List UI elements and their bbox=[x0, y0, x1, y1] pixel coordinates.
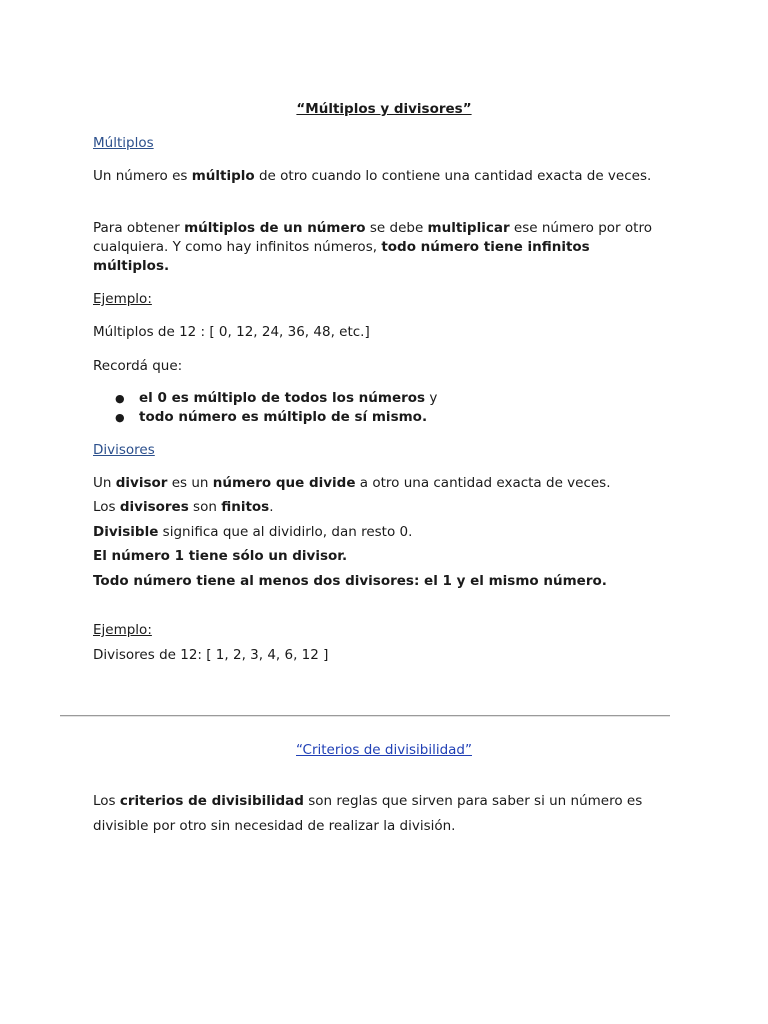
bold-text: finitos bbox=[221, 499, 270, 515]
bold-text: número que divide bbox=[212, 475, 356, 491]
list-item bbox=[93, 389, 673, 408]
criterios-title-link[interactable]: “Criterios de divisibilidad” bbox=[296, 742, 472, 758]
criterios-definition bbox=[93, 789, 678, 839]
text-run: a otro una cantidad exacta de veces. bbox=[355, 475, 611, 491]
bold-text: todo número es múltiplo de sí mismo. bbox=[139, 409, 428, 425]
text-run: . bbox=[269, 499, 274, 515]
text-run: es un bbox=[167, 475, 213, 491]
divisores-line-3 bbox=[93, 523, 673, 542]
section-divider bbox=[60, 715, 670, 717]
bold-text: divisores bbox=[119, 499, 189, 515]
bold-text: El número 1 tiene sólo un divisor. bbox=[93, 548, 348, 564]
section-heading-divisores: Divisores bbox=[93, 442, 155, 458]
document-title: “Múltiplos y divisores” bbox=[296, 101, 472, 117]
bold-text: múltiplos de un número bbox=[184, 220, 366, 236]
text-run: significa que al dividirlo, dan resto 0. bbox=[158, 524, 413, 540]
remember-label: Recordá que: bbox=[93, 358, 183, 374]
divisores-example: Divisores de 12: [ 1, 2, 3, 4, 6, 12 ] bbox=[93, 647, 329, 663]
text-run: son reglas que sirven para saber si un número es divisible por otro sin necesidad de realizar la división. bbox=[93, 793, 643, 834]
bold-text: multiplicar bbox=[427, 220, 510, 236]
divisores-line-2 bbox=[93, 498, 673, 517]
bold-text: múltiplo bbox=[191, 168, 255, 184]
text-run: Para obtener bbox=[93, 220, 185, 236]
example-label: Ejemplo: bbox=[93, 622, 152, 638]
multiplos-example: Múltiplos de 12 : [ 0, 12, 24, 36, 48, etc.] bbox=[93, 324, 370, 340]
text-run: Los bbox=[93, 499, 120, 515]
multiplos-definition bbox=[93, 167, 653, 186]
text-run: Los bbox=[93, 793, 120, 809]
divisores-line-5 bbox=[93, 572, 673, 591]
example-label: Ejemplo: bbox=[93, 291, 152, 307]
list-item bbox=[93, 408, 673, 427]
text-run: ese número por otro cualquiera. Y como hay infinitos números, bbox=[93, 220, 652, 255]
bold-text: Todo número tiene al menos dos divisores: el 1 y el mismo número. bbox=[93, 573, 607, 589]
section-heading-multiplos: Múltiplos bbox=[93, 135, 154, 151]
bold-text: el 0 es múltiplo de todos los números bbox=[139, 390, 426, 406]
divisores-line-4 bbox=[93, 547, 673, 566]
divisores-line-1 bbox=[93, 474, 673, 493]
bold-text: criterios de divisibilidad bbox=[119, 793, 304, 809]
text-run: y bbox=[425, 390, 438, 406]
bold-text: divisor bbox=[115, 475, 168, 491]
text-run: Un número es bbox=[93, 168, 192, 184]
text-run: Un bbox=[93, 475, 116, 491]
text-run: de otro cuando lo contiene una cantidad exacta de veces. bbox=[254, 168, 652, 184]
bold-text: Divisible bbox=[93, 524, 159, 540]
text-run: se debe bbox=[365, 220, 428, 236]
text-run: son bbox=[188, 499, 222, 515]
multiplos-how-to bbox=[93, 219, 663, 276]
bold-text: todo número tiene infinitos múltiplos. bbox=[93, 239, 590, 274]
remember-list bbox=[93, 389, 673, 427]
